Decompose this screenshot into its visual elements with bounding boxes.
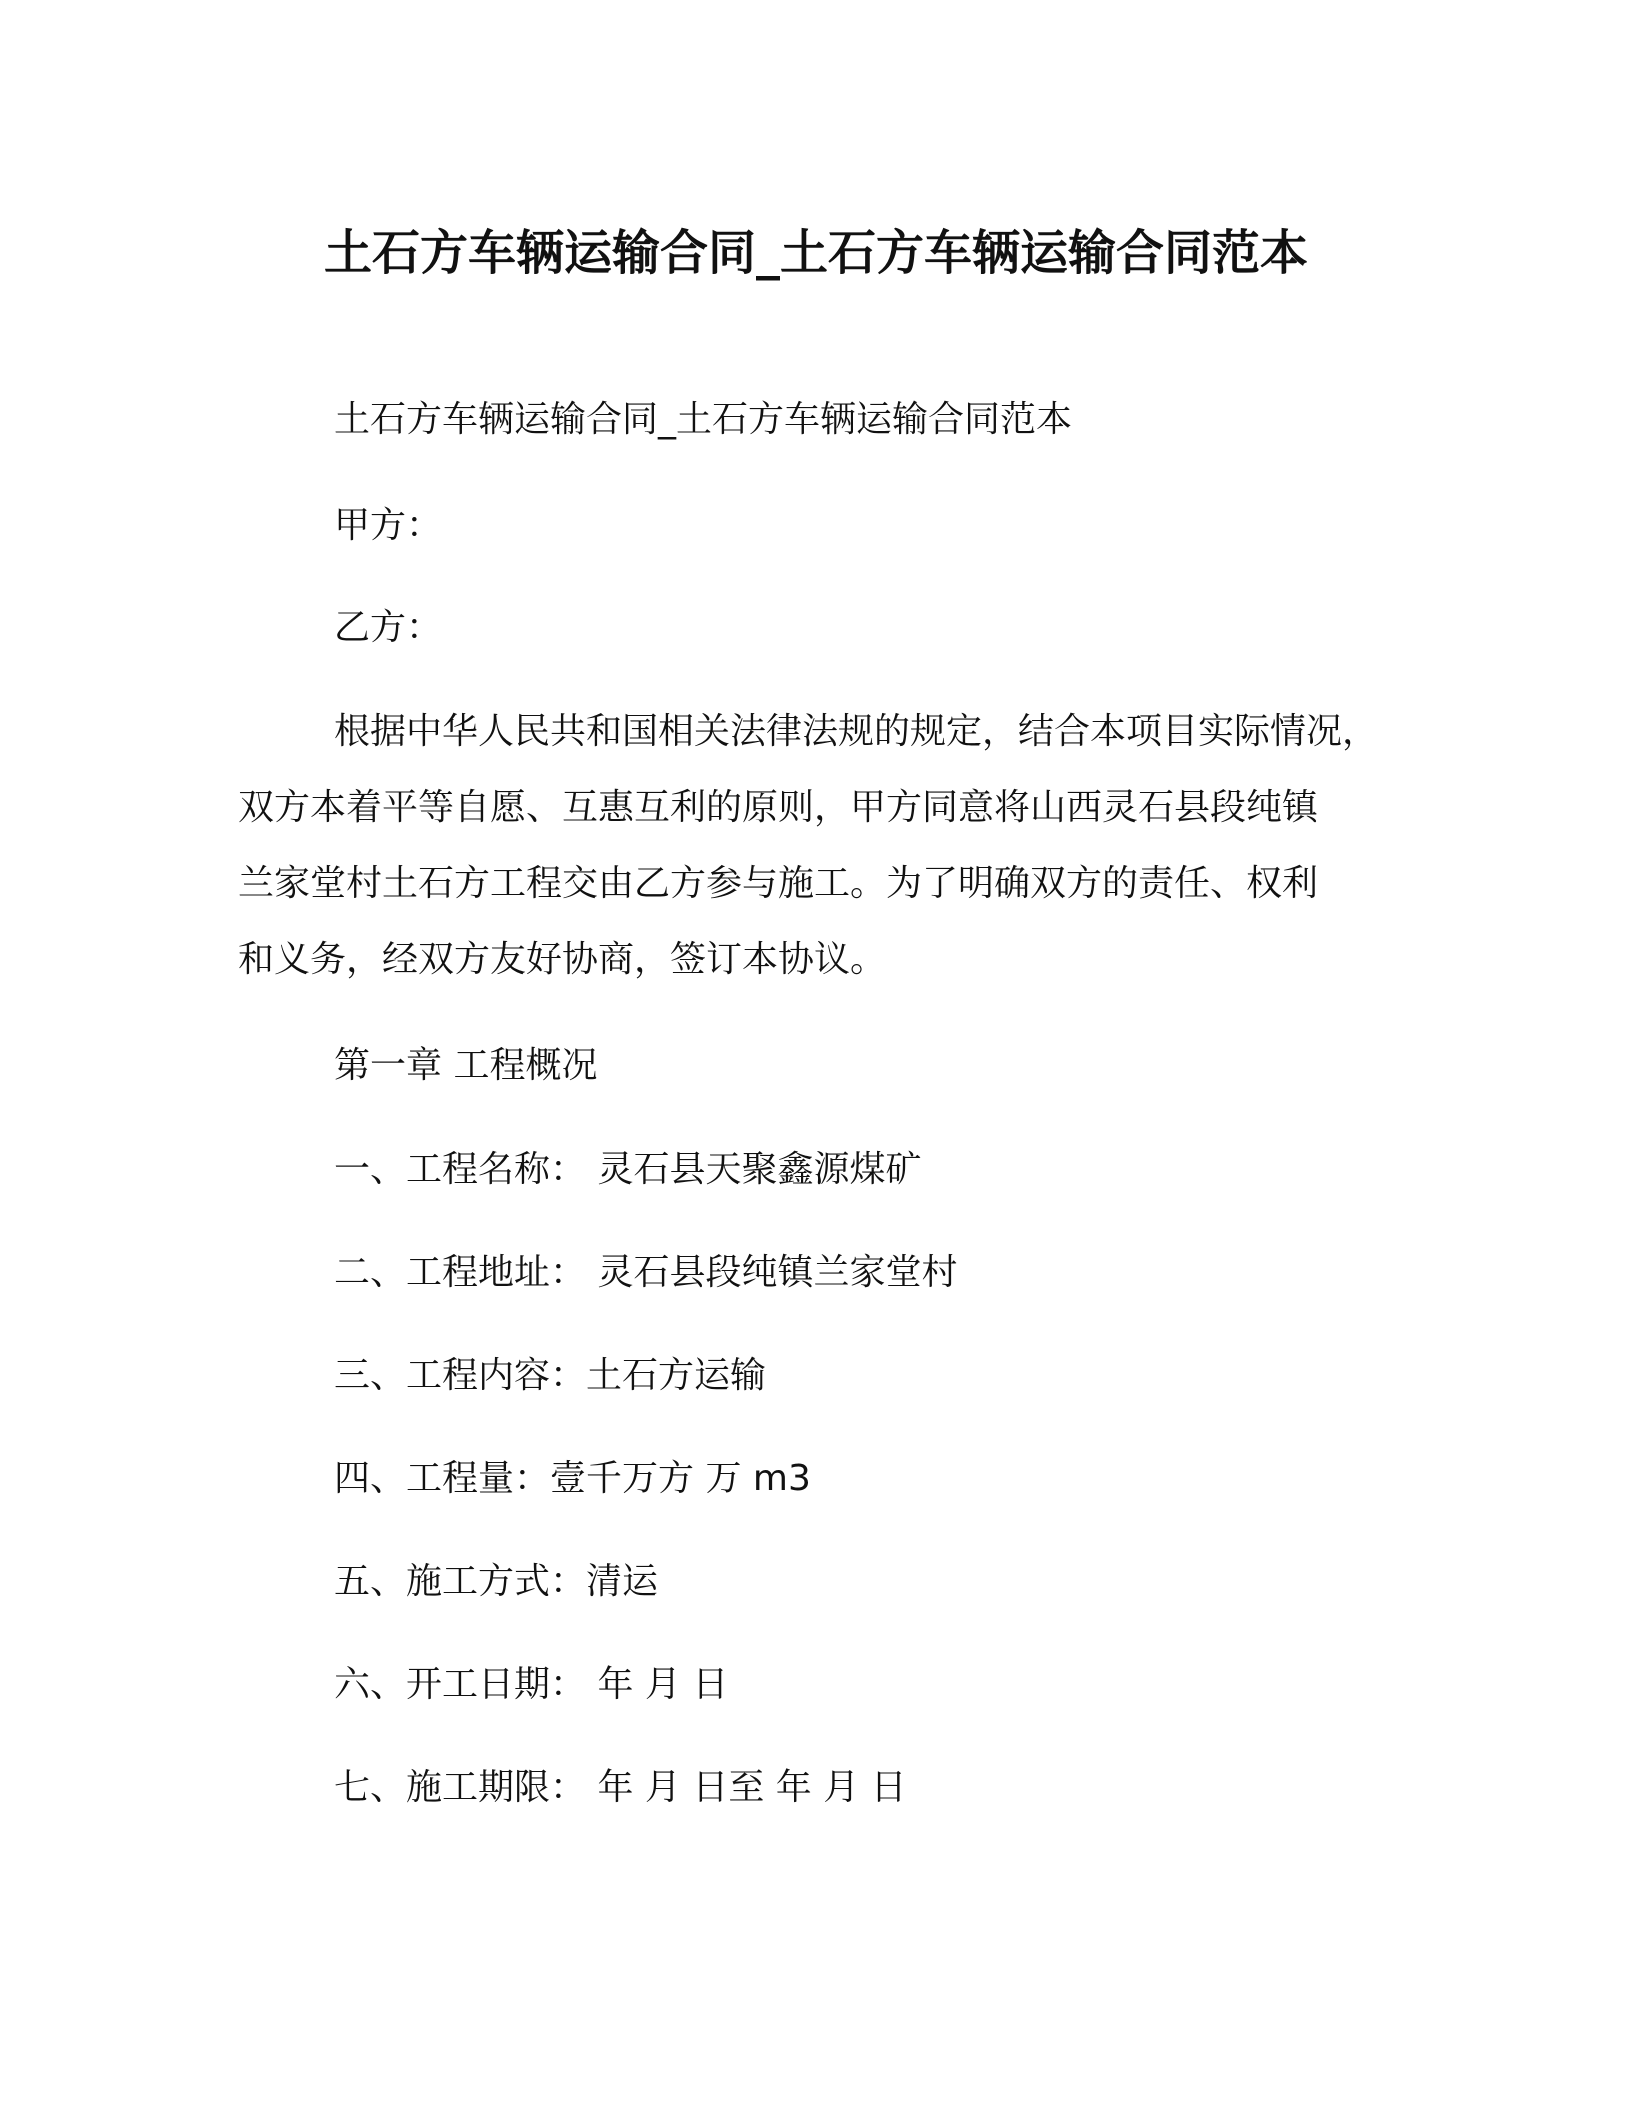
intro-paragraph-line: 和义务，经双方友好协商，签订本协议。	[238, 939, 887, 980]
list-item: 二、工程地址： 灵石县段纯镇兰家堂村	[334, 1252, 958, 1293]
intro-paragraph-line: 兰家堂村土石方工程交由乙方参与施工。为了明确双方的责任、权利	[238, 863, 1319, 904]
list-item: 四、工程量：壹千万方 万 m3	[334, 1458, 811, 1499]
chapter-heading: 第一章 工程概况	[334, 1045, 598, 1086]
list-item: 六、开工日期： 年 月 日	[334, 1664, 729, 1705]
party-a-label: 甲方：	[334, 505, 443, 546]
intro-paragraph-line: 根据中华人民共和国相关法律法规的规定，结合本项目实际情况，	[334, 711, 1379, 752]
document-subtitle: 土石方车辆运输合同_土石方车辆运输合同范本	[334, 399, 1073, 440]
document-title: 土石方车辆运输合同_土石方车辆运输合同范本	[323, 225, 1308, 281]
list-item: 五、施工方式：清运	[334, 1561, 659, 1602]
intro-paragraph-line: 双方本着平等自愿、互惠互利的原则，甲方同意将山西灵石县段纯镇	[238, 787, 1319, 828]
list-item: 七、施工期限： 年 月 日至 年 月 日	[334, 1767, 907, 1808]
party-b-label: 乙方：	[334, 607, 443, 648]
list-item: 一、工程名称： 灵石县天聚鑫源煤矿	[334, 1149, 922, 1190]
list-item: 三、工程内容：土石方运输	[334, 1355, 767, 1396]
